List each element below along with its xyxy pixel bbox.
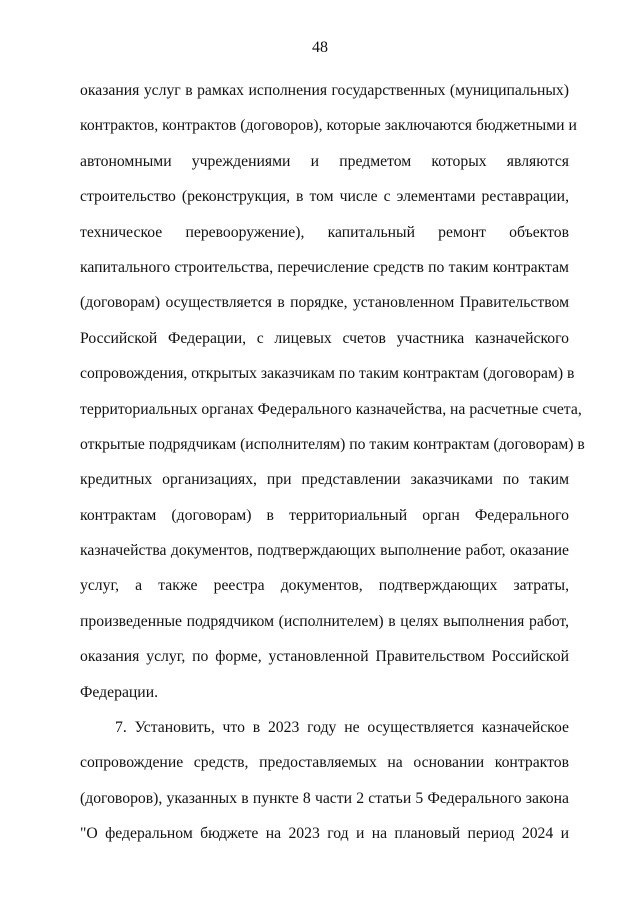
text-line: оказания услуг в рамках исполнения государственных (муниципальных) — [80, 82, 569, 99]
text-line: (договоров), указанных в пункте 8 части 2 статьи 5 Федерального закона — [80, 789, 569, 807]
text-line: контрактов, контрактов (договоров), которые заключаются бюджетными и — [80, 117, 577, 135]
text-line: Российской Федерации, с лицевых счетов участника казначейского — [80, 329, 569, 347]
text-line: казначейства документов, подтверждающих выполнение работ, оказание — [80, 542, 569, 560]
document-body — [80, 73, 585, 852]
text-line: строительство (реконструкция, в том числе с элементами реставрации, — [80, 188, 569, 206]
text-line: автономными учреждениями и предметом которых являются — [80, 152, 569, 170]
text-line: услуг, а также реестра документов, подтверждающих затраты, — [80, 577, 569, 595]
text-line: оказания услуг, по форме, установленной Правительством Российской — [80, 648, 569, 666]
text-line: 7. Установить, что в 2023 году не осуществляется казначейское — [115, 719, 569, 737]
text-line: Федерации. — [80, 683, 159, 701]
text-line: контрактам (договорам) в территориальный орган Федерального — [80, 506, 569, 524]
text-line: открытые подрядчикам (исполнителям) по таким контрактам (договорам) в — [80, 435, 585, 453]
text-line: сопровождение средств, предоставляемых на основании контрактов — [80, 754, 569, 772]
text-line: (договорам) осуществляется в порядке, установленном Правительством — [80, 294, 569, 312]
paragraph-continuation — [80, 73, 585, 710]
text-line: техническое перевооружение), капитальный ремонт объектов — [80, 223, 569, 241]
text-line: произведенные подрядчиком (исполнителем) в целях выполнения работ, — [80, 612, 569, 630]
paragraph-item-7 — [80, 710, 569, 852]
text-line: "О федеральном бюджете на 2023 год и на плановый период 2024 и — [80, 825, 569, 843]
text-line: капитального строительства, перечисление средств по таким контрактам — [80, 258, 569, 276]
text-line: кредитных организациях, при представлении заказчиками по таким — [80, 471, 569, 489]
text-line: сопровождения, открытых заказчикам по таким контрактам (договорам) в — [80, 365, 575, 383]
page-number: 48 — [312, 39, 328, 56]
text-line: территориальных органах Федерального казначейства, на расчетные счета, — [80, 400, 582, 418]
